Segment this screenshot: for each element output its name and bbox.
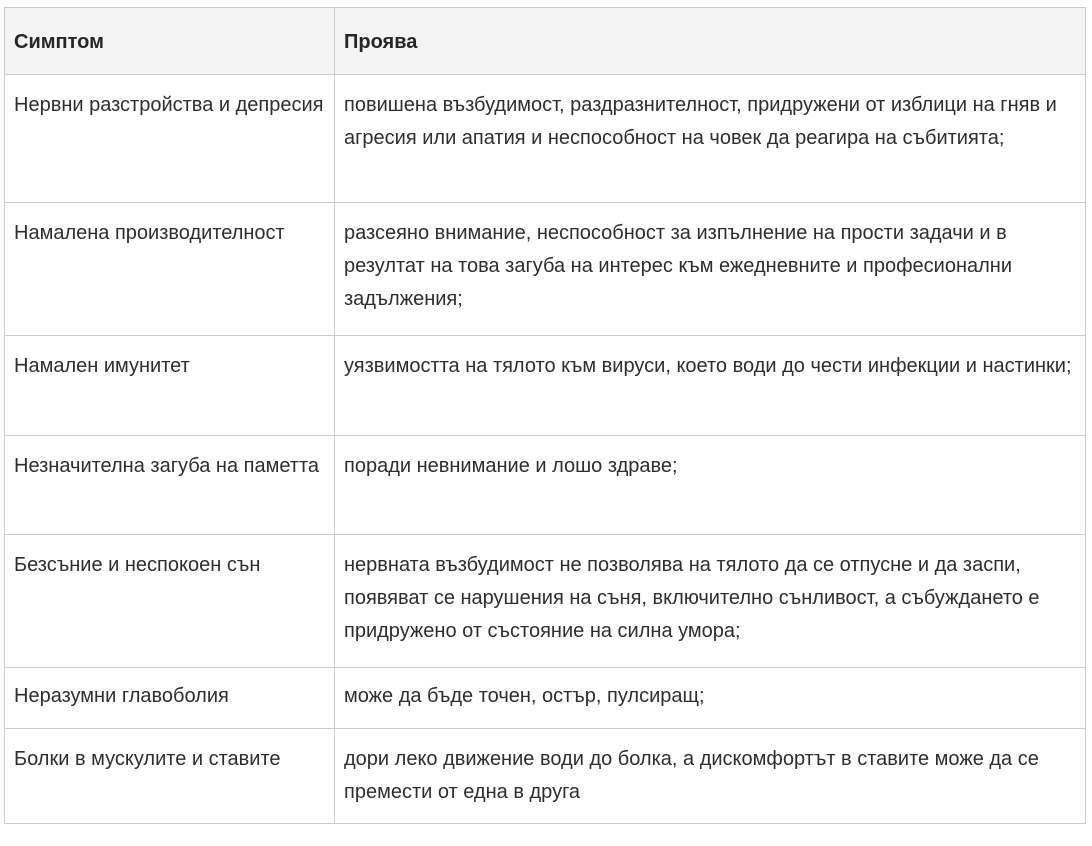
header-symptom: Симптом: [5, 8, 335, 75]
cell-manifestation: може да бъде точен, остър, пулсиращ;: [335, 668, 1086, 729]
table-row: [5, 668, 1086, 729]
cell-symptom: Намален имунитет: [5, 336, 335, 436]
cell-symptom: Болки в мускулите и ставите: [5, 729, 335, 824]
cell-manifestation: поради невнимание и лошо здраве;: [335, 436, 1086, 535]
cell-symptom: Незначителна загуба на паметта: [5, 436, 335, 535]
cell-manifestation: повишена възбудимост, раздразнителност, придружени от изблици на гняв и агресия или апатия и неспособност на човек да реагира на събитията;: [335, 75, 1086, 203]
cell-symptom: Нервни разстройства и депресия: [5, 75, 335, 203]
cell-manifestation: уязвимостта на тялото към вируси, което води до чести инфекции и настинки;: [335, 336, 1086, 436]
table-row: [5, 203, 1086, 336]
table-row: [5, 336, 1086, 436]
table-header-row: [5, 8, 1086, 75]
cell-manifestation: разсеяно внимание, неспособност за изпълнение на прости задачи и в резултат на това загуба на интерес към ежедневните и професионални задължения;: [335, 203, 1086, 336]
cell-manifestation: дори леко движение води до болка, а дискомфортът в ставите може да се премести от една в друга: [335, 729, 1086, 824]
table-row: [5, 535, 1086, 668]
header-manifestation: Проява: [335, 8, 1086, 75]
table-row: [5, 729, 1086, 824]
symptoms-table: [4, 7, 1086, 824]
table-row: [5, 436, 1086, 535]
cell-symptom: Безсъние и неспокоен сън: [5, 535, 335, 668]
table-row: [5, 75, 1086, 203]
cell-manifestation: нервната възбудимост не позволява на тялото да се отпусне и да заспи, появяват се нарушения на съня, включително сънливост, а събуждането е придружено от състояние на силна умора;: [335, 535, 1086, 668]
cell-symptom: Намалена производителност: [5, 203, 335, 336]
cell-symptom: Неразумни главоболия: [5, 668, 335, 729]
